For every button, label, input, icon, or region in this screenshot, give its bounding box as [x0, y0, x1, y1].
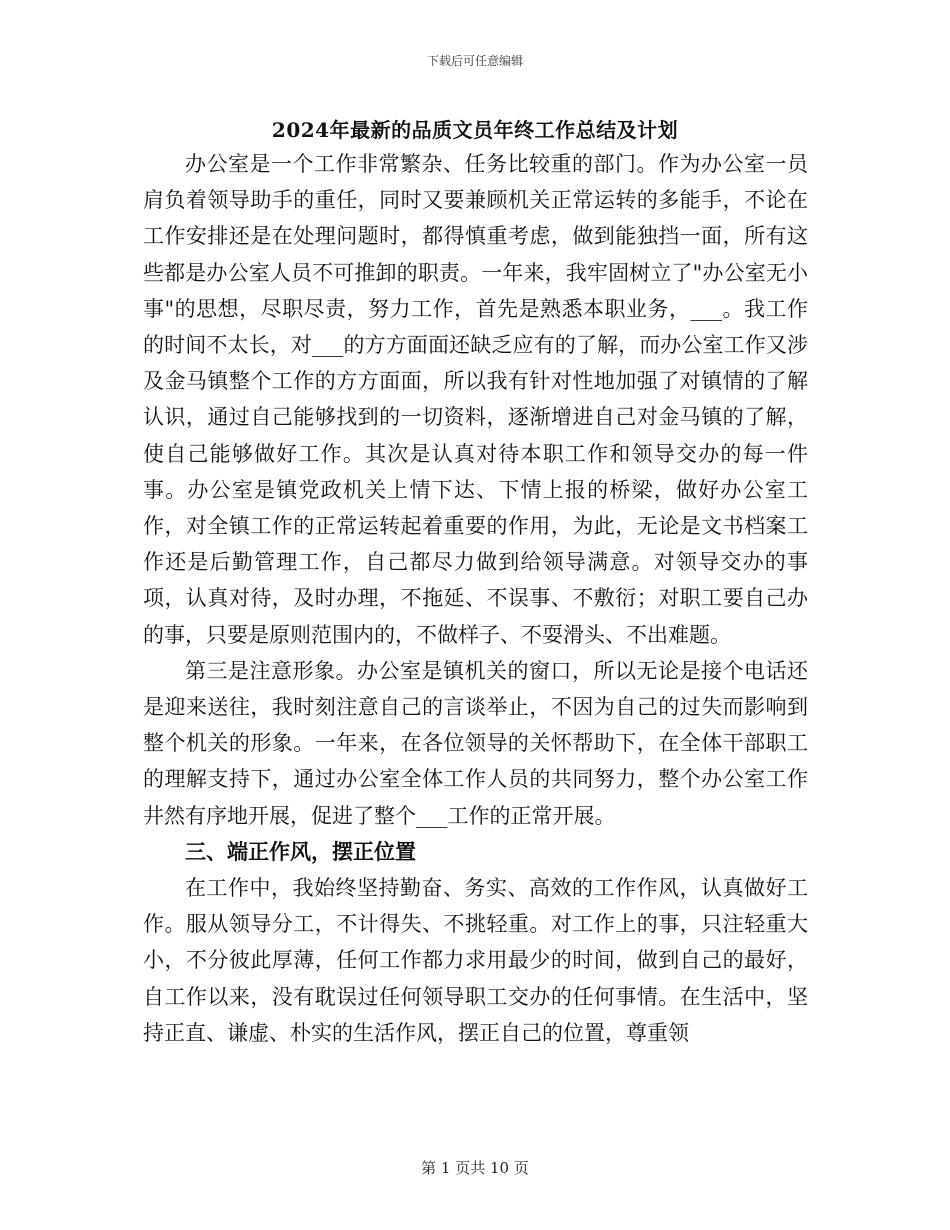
section-paragraph: 在工作中，我始终坚持勤奋、务实、高效的工作作风，认真做好工作。服从领导分工，不计得失、不挑轻重。对工作上的事，只注轻重大小，不分彼此厚薄，任何工作都力求用最少的时间，做到自己的最好，自工作以来，没有耽误过任何领导职工交办的任何事情。在生活中，坚持正直、谦虚、朴实的生活作风，摆正自己的位置，尊重领	[143, 876, 808, 1045]
body-paragraph-1: 办公室是一个工作非常繁杂、任务比较重的部门。作为办公室一员肩负着领导助手的重任，同时又要兼顾机关正常运转的多能手，不论在工作安排还是在处理问题时，都得慎重考虑，做到能独挡一面，所有这些都是办公室人员不可推卸的职责。一年来，我牢固树立了"办公室无小事"的思想，尽职尽责，努力工作，首先是熟悉本职业务，___。我工作的时间不太长，对___的方方面面还缺乏应有的了解，而办公室工作又涉及金马镇整个工作的方方面面，所以我有针对性地加强了对镇情的了解认识，通过自己能够找到的一切资料，逐渐增进自己对金马镇的了解，使自己能够做好工作。其次是认真对待本职工作和领导交办的每一件事。办公室是镇党政机关上情下达、下情上报的桥梁，做好办公室工作，对全镇工作的正常运转起着重要的作用，为此，无论是文书档案工作还是后勤管理工作，自己都尽力做到给领导满意。对领导交办的事项，认真对待，及时办理，不拖延、不误事、不敷衍；对职工要自己办的事，只要是原则范围内的，不做样子、不耍滑头、不出难题。	[143, 152, 808, 647]
body-paragraph-2: 第三是注意形象。办公室是镇机关的窗口，所以无论是接个电话还是迎来送往，我时刻注意自己的言谈举止，不因为自己的过失而影响到整个机关的形象。一年来，在各位领导的关怀帮助下，在全体干部职工的理解支持下，通过办公室全体工作人员的共同努力，整个办公室工作井然有序地开展，促进了整个___工作的正常开展。	[143, 658, 808, 828]
page-header-note: 下载后可任意编辑	[426, 54, 523, 68]
page-footer-number: 第 1 页共 10 页	[421, 1159, 529, 1177]
section-heading: 三、端正作风，摆正位置	[185, 838, 416, 864]
document-body	[143, 146, 808, 1051]
document-title: 2024年最新的品质文员年终工作总结及计划	[271, 118, 679, 142]
